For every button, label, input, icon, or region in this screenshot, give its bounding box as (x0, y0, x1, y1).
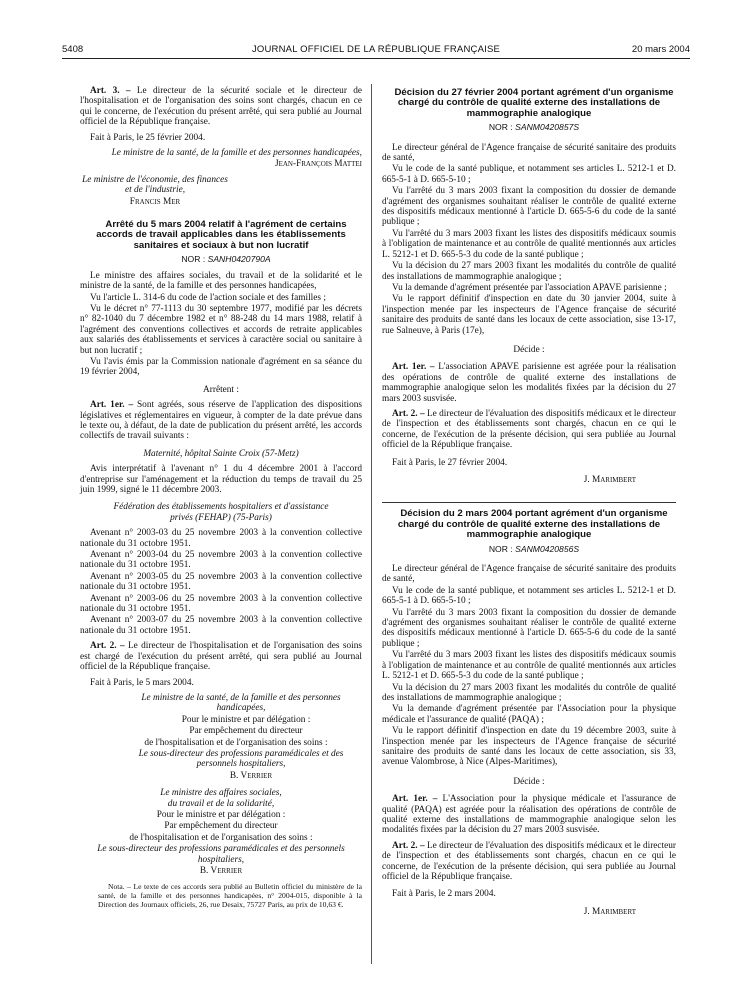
decide-2: Décide : (513, 776, 545, 787)
avenant-4: Avenant n° 2003-06 du 25 novembre 2003 à la convention collective nationale du 31 octobre 1951. (80, 593, 362, 615)
decision-1-para-4: Vu l'arrêté du 3 mars 2003 fixant les listes des dispositifs médicaux soumis à l'obligation de maintenance et au contrôle de qualité mentionnés aux articles L. 5212-1 et D. 665-5-3 du code de la santé publique ; (382, 228, 676, 260)
signatory-1-name: Jean-François Mattei (274, 159, 362, 170)
nor-label: NOR : (488, 122, 516, 133)
art2-text: Le directeur de l'évaluation des dispositifs médicaux et le directeur de l'inspection et des établissements sont chargés, chacun en ce qui le concerne, de l'exécution de la présente décision, qui sera publiée au Journal officiel de la République française. (382, 408, 676, 451)
decision-2-para-2: Vu le code de la santé publique, et notamment ses articles L. 5212-1 et D. 665-5-1 à D. 665-5-10 ; (382, 585, 676, 607)
signatory-3-line-2: Par empêchement du directeur (189, 726, 303, 737)
decision-2-para-5: Vu la décision du 27 mars 2003 fixant les modalités du contrôle de qualité des installations de mammographie analogique ; (382, 682, 676, 703)
decision-2-title: Décision du 2 mars 2004 portant agrément d'un organisme chargé du contrôle de qualité externe des installations de mammographie analogique (397, 508, 668, 541)
decision-1-art2 (382, 409, 676, 451)
arrete-art2 (80, 641, 362, 672)
nor-code: SANM0420856S (515, 543, 580, 554)
decision-1-para-3: Vu l'arrêté du 3 mars 2003 fixant la composition du dossier de demande d'agrément des organismes souhaitant réaliser le contrôle de qualité externe des dispositifs médicaux mentionné à l'article D. 665-5-6 du code de la santé publique ; (382, 186, 676, 228)
page-number: 5408 (62, 44, 84, 55)
nor-label: NOR : (488, 543, 516, 554)
signatory-3-line-4: Le sous-directeur des professions paramédicales et des personnels hospitaliers, (138, 748, 344, 770)
decision-1-para-5: Vu la décision du 27 mars 2003 fixant les modalités du contrôle de qualité des installations de mammographie analogique ; (382, 261, 676, 282)
fait-1: Fait à Paris, le 25 février 2004. (90, 132, 206, 143)
maternite-heading: Maternité, hôpital Sainte Croix (57-Metz) (143, 448, 299, 459)
art2-text: Le directeur de l'évaluation des dispositifs médicaux et le directeur de l'inspection et des établissements sont chargés, chacun en ce qui le concerne, de l'exécution de la présente décision, qui sera publiée au Journal officiel de la République française. (382, 840, 676, 882)
decision-1-signature: J. Marimbert (583, 475, 636, 485)
signatory-2-name: Francis Mer (129, 196, 181, 207)
decision-2-art1 (382, 794, 676, 836)
art2-label: Art. 2. – (392, 840, 425, 851)
nor-code: SANM0420857S (515, 122, 580, 133)
right-column (382, 88, 676, 918)
decision-1-para-7: Vu le rapport définitif d'inspection en date du 30 janvier 2004, suite à l'inspection menée par les inspecteurs de l'Agence française de sécurité sanitaire des produits de santé dans les locaux de cette association, sise 13-17, rue Salneuve, à Paris (17e), (382, 294, 676, 336)
journal-title: JOURNAL OFFICIEL DE LA RÉPUBLIQUE FRANÇAISE (251, 44, 501, 55)
signatory-3-title: Le ministre de la santé, de la famille et des personnes handicapées, (141, 692, 341, 714)
art3-label: Art. 3. – (90, 86, 131, 96)
arrete-title: Arrêté du 5 mars 2004 relatif à l'agrément de certains accords de travail applicables dans les établissements sanitaires et sociaux à but non lucratif (96, 219, 347, 251)
signatory-3-line-1: Pour le ministre et par délégation : (181, 714, 311, 725)
maternite-text: Avis interprétatif à l'avenant n° 1 du 4 décembre 2001 à l'accord d'entreprise sur l'aménagement et la réduction du temps de travail du 25 juin 1999, signé le 11 décembre 2003. (80, 464, 362, 495)
avenant-3: Avenant n° 2003-05 du 25 novembre 2003 à la convention collective nationale du 31 octobre 1951. (80, 571, 362, 593)
signatory-4-line-1: Pour le ministre et par délégation : (156, 809, 286, 820)
avenant-1: Avenant n° 2003-03 du 25 novembre 2003 à la convention collective nationale du 31 octobre 1951. (80, 528, 362, 549)
arretent: Arrêtent : (203, 384, 239, 395)
nor-code: SANH0420790A (207, 254, 271, 265)
art1-text: Sont agréés, sous réserve de l'application des dispositions législatives et réglementaires en vigueur, à compter de la date prévue dans le texte ou, à défaut, de la date de publication du présent arrêté, les accords collectifs de travail suivants : (80, 400, 362, 442)
signatory-4-name: B. Verrier (199, 866, 243, 876)
art2-text: Le directeur de l'hospitalisation et de l'organisation des soins est chargé de l'exécution du présent arrêté, qui sera publié au Journal officiel de la République française. (80, 641, 363, 673)
art2-label: Art. 2. – (90, 641, 125, 652)
signatory-3-line-3: de l'hospitalisation et de l'organisation des soins : (144, 737, 328, 748)
decision-2-para-4: Vu l'arrêté du 3 mars 2003 fixant les listes des dispositifs médicaux soumis à l'obligation de maintenance et au contrôle de qualité mentionnés aux articles L. 5212-1 et D. 665-5-3 du code de la santé publique ; (382, 650, 676, 682)
signatory-4-title: Le ministre des affaires sociales, du travail et de la solidarité, (160, 788, 282, 809)
signatory-4-line-3: de l'hospitalisation et de l'organisation des soins : (129, 832, 313, 843)
decide-1: Décide : (513, 344, 545, 355)
decision-1-fait: Fait à Paris, le 27 février 2004. (392, 457, 508, 468)
left-column (80, 86, 362, 910)
arrete-visa-2: Vu le décret n° 77-1113 du 30 septembre 1977, modifié par les décrets n° 82-1040 du 7 décembre 1982 et n° 88-248 du 14 mars 1988, relatif à l'agrément des conventions collectives et accords de retraite applicables aux salariés des établissements et services à caractère social ou sanitaire à but non lucratif ; (80, 303, 362, 356)
arrete-visa-1: Vu l'article L. 314-6 du code de l'action sociale et des familles ; (90, 292, 326, 303)
signatory-1-title: Le ministre de la santé, de la famille et des personnes handicapées, (111, 148, 362, 159)
art1-label: Art. 1er. – (392, 362, 435, 373)
nor-label: NOR : (181, 254, 208, 265)
nota-note: Nota. – Le texte de ces accords sera publié au Bulletin officiel du ministère de la santé, de la famille et des personnes handicapées, n° 2004-015, disponible à la Direction des Journaux officiels, 26, rue Desaix, 75727 Paris, au prix de 10,63 €. (98, 882, 362, 909)
decision-1-title: Décision du 27 février 2004 portant agrément d'un organisme chargé du contrôle de qualité externe des installations de mammographie analogique (394, 87, 674, 119)
signatory-3-name: B. Verrier (229, 770, 273, 781)
decision-1-para-2: Vu le code de la santé publique, et notamment ses articles L. 5212-1 et D. 665-5-1 à D. 665-5-10 ; (382, 164, 676, 185)
decision-2-fait: Fait à Paris, le 2 mars 2004. (392, 889, 496, 900)
arrete-visa-3: Vu l'avis émis par la Commission nationale d'agrément en sa séance du 19 février 2004, (80, 356, 362, 378)
issue-date: 20 mars 2004 (631, 44, 690, 55)
avenant-5: Avenant n° 2003-07 du 25 novembre 2003 à la convention collective nationale du 31 octobre 1951. (80, 615, 362, 636)
fait-2: Fait à Paris, le 5 mars 2004. (90, 677, 194, 688)
arrete-art1 (80, 400, 362, 442)
signatory-4-line-4: Le sous-directeur des professions paramédicales et des personnels hospitaliers, (97, 844, 345, 865)
art3-paragraph (80, 86, 362, 128)
arrete-nor (80, 254, 362, 264)
decision-2-nor (382, 544, 676, 554)
decision-2-para-6: Vu la demande d'agrément présentée par l'Association pour la physique médicale et l'assurance de qualité (PAQA) ; (382, 704, 676, 725)
decision-1-para-1: Le directeur général de l'Agence française de sécurité sanitaire des produits de santé, (382, 142, 676, 164)
decision-2-para-3: Vu l'arrêté du 3 mars 2003 fixant la composition du dossier de demande d'agrément des organismes souhaitant réaliser le contrôle de qualité externe des dispositifs médicaux mentionné à l'article D. 665-5-6 du code de la santé publique ; (382, 607, 676, 649)
decision-2-art2 (382, 841, 676, 883)
page-header (62, 42, 690, 59)
arrete-intro: Le ministre des affaires sociales, du travail et de la solidarité et le ministre de la santé, de la famille et des personnes handicapées, (80, 270, 362, 292)
fehap-heading: Fédération des établissements hospitaliers et d'assistance privés (FEHAP) (75-Paris) (113, 502, 329, 523)
decision-1-para-6: Vu la demande d'agrément présentée par l'association APAVE parisienne ; (392, 282, 667, 293)
art1-text: L'Association pour la physique médicale et l'assurance de qualité (PAQA) est agréée pour la réalisation des opérations de contrôle de qualité externe des installations de mammographie analogique selon les modalités fixées par la décision du 27 mars 2003 susvisée. (382, 794, 677, 836)
art2-label: Art. 2. – (392, 408, 425, 419)
decision-2-para-1: Le directeur général de l'Agence française de sécurité sanitaire des produits de santé, (382, 564, 676, 585)
signatory-2-title: Le ministre de l'économie, des finances et de l'industrie, (82, 174, 228, 196)
signatory-4-line-2: Par empêchement du directeur (164, 821, 278, 832)
decision-1-art1 (382, 362, 676, 404)
art1-label: Art. 1er. – (392, 794, 438, 805)
decision-1-nor (382, 122, 676, 132)
section-separator (382, 502, 676, 503)
art1-label: Art. 1er. – (90, 400, 134, 411)
decision-2-signature: J. Marimbert (583, 906, 636, 917)
column-divider (371, 84, 372, 964)
art1-text: L'association APAVE parisienne est agréée pour la réalisation des opérations de contrôle de qualité externe des installations de mammographie analogique selon les modalités fixées par la décision du 27 mars 2003 susvisée. (382, 362, 676, 404)
avenant-2: Avenant n° 2003-04 du 25 novembre 2003 à la convention collective nationale du 31 octobre 1951. (80, 550, 362, 571)
art3-text: Le directeur de la sécurité sociale et le directeur de l'hospitalisation et de l'organisation des soins sont chargés, chacun en ce qui le concerne, de l'exécution du présent arrêté, qui sera publié au Journal officiel de la République française. (80, 86, 363, 128)
decision-2-para-7: Vu le rapport définitif d'inspection en date du 19 décembre 2003, suite à l'inspection menée par les inspecteurs de l'Agence française de sécurité sanitaire des produits de santé dans les locaux de cette association, sis 33, avenue Valombrose, à Nice (Alpes-Maritimes), (382, 726, 676, 768)
